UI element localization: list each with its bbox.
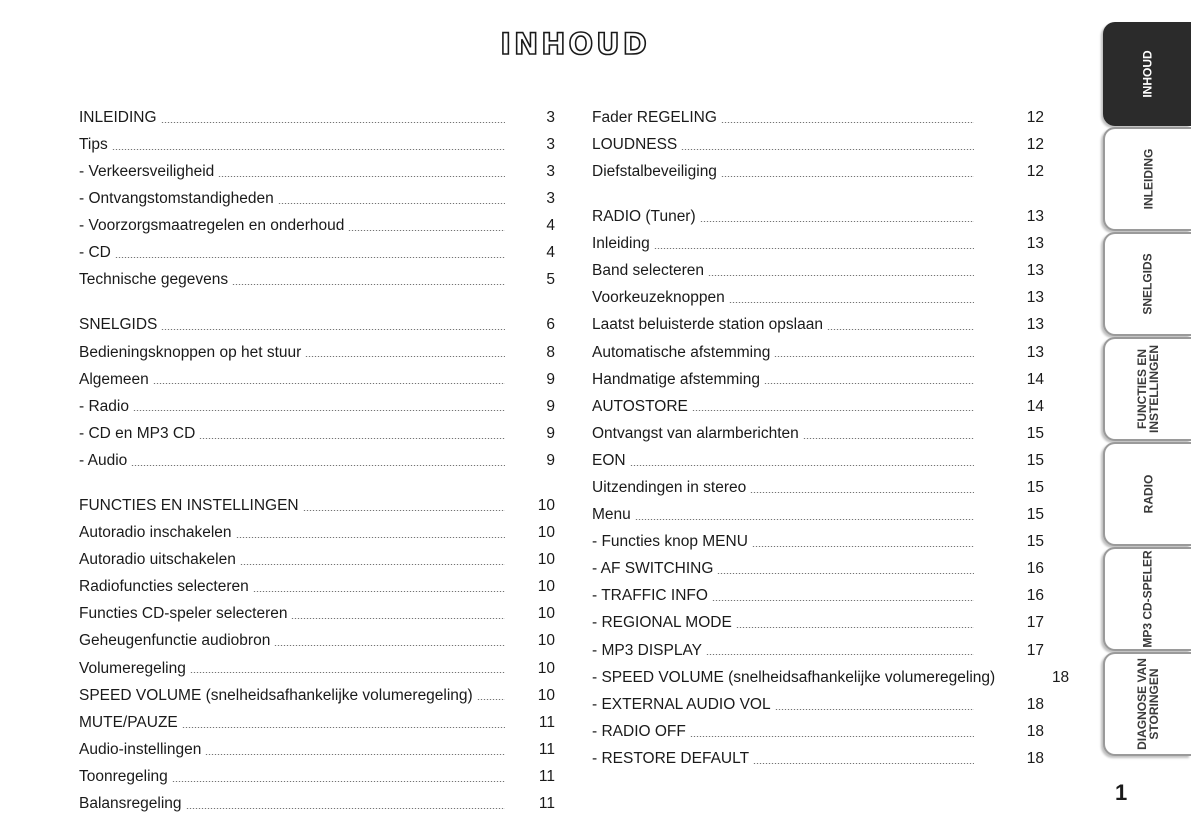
toc-entry-label: Ontvangst van alarmberichten	[592, 424, 799, 442]
toc-leader-dots	[161, 329, 505, 330]
toc-entry-page: 11	[538, 767, 555, 785]
toc-entry-label: - Radio	[79, 397, 129, 415]
toc-entry-label: - AF SWITCHING	[592, 560, 714, 578]
toc-entry[interactable]	[79, 763, 555, 790]
tab-label-line: FUNCTIES EN	[1135, 348, 1150, 430]
toc-leader-dots	[112, 149, 505, 150]
toc-entry[interactable]	[592, 610, 1044, 637]
toc-entry-page: 9	[546, 397, 555, 415]
toc-entry-page: 17	[1026, 641, 1044, 659]
toc-entry[interactable]	[592, 230, 1044, 257]
toc-entry[interactable]	[79, 682, 555, 709]
toc-leader-dots	[775, 709, 974, 710]
toc-spacer	[79, 474, 555, 492]
toc-entry[interactable]	[79, 601, 555, 628]
toc-entry-label: Radiofuncties selecteren	[79, 578, 249, 596]
toc-entry-label: FUNCTIES EN INSTELLINGEN	[79, 497, 299, 515]
toc-entry-page: 11	[538, 740, 555, 758]
toc-entry[interactable]	[592, 528, 1044, 555]
toc-entry-page: 12	[1026, 108, 1044, 126]
toc-entry-label: Audio-instellingen	[79, 740, 202, 758]
toc-entry-page: 10	[537, 497, 555, 515]
toc-leader-dots	[348, 230, 505, 231]
toc-entry-page: 15	[1026, 533, 1044, 551]
toc-entry-label: Autoradio inschakelen	[79, 524, 232, 542]
toc-entry[interactable]	[592, 158, 1044, 185]
page-title: INHOUD	[500, 27, 650, 61]
toc-leader-dots	[240, 564, 505, 565]
toc-entry-label: Autoradio uitschakelen	[79, 551, 236, 569]
tab-diagnose-van-storingen[interactable]	[1103, 652, 1191, 756]
toc-leader-dots	[190, 672, 505, 673]
toc-entry-label: INLEIDING	[79, 108, 157, 126]
toc-entry-label: Algemeen	[79, 370, 149, 388]
toc-entry-page: 3	[546, 135, 555, 153]
toc-spacer	[592, 185, 1044, 203]
toc-entry-page: 13	[1026, 289, 1044, 307]
toc-leader-dots	[690, 736, 974, 737]
toc-entry[interactable]	[79, 366, 555, 393]
toc-entry[interactable]	[79, 655, 555, 682]
toc-entry-label: Fader REGELING	[592, 108, 717, 126]
toc-entry-page: 11	[538, 713, 555, 731]
toc-leader-dots	[752, 546, 974, 547]
toc-leader-dots	[712, 600, 974, 601]
toc-entry-label: - Functies knop MENU	[592, 533, 748, 551]
toc-leader-dots	[305, 356, 505, 357]
toc-entry[interactable]	[592, 393, 1044, 420]
toc-entry[interactable]	[592, 745, 1044, 772]
toc-leader-dots	[692, 410, 974, 411]
toc-leader-dots	[706, 654, 974, 655]
toc-entry[interactable]	[79, 447, 555, 474]
toc-leader-dots	[700, 221, 974, 222]
toc-spacer	[79, 294, 555, 312]
toc-leader-dots	[803, 438, 974, 439]
toc-entry[interactable]	[592, 203, 1044, 230]
toc-leader-dots	[654, 248, 974, 249]
toc-entry-page: 14	[1026, 370, 1044, 388]
toc-entry[interactable]	[79, 158, 555, 185]
toc-entry-label: - MP3 DISPLAY	[592, 641, 702, 659]
toc-entry-page: 12	[1026, 135, 1044, 153]
toc-leader-dots	[205, 754, 505, 755]
toc-entry-label: Diefstalbeveiliging	[592, 162, 717, 180]
toc-entry[interactable]	[592, 447, 1044, 474]
toc-entry[interactable]	[79, 185, 555, 212]
tab-radio[interactable]	[1103, 442, 1191, 546]
toc-entry-page: 9	[546, 424, 555, 442]
tab-label	[1142, 149, 1154, 210]
tab-label	[1136, 658, 1160, 750]
toc-leader-dots	[303, 510, 505, 511]
toc-entry-label: Handmatige afstemming	[592, 370, 760, 388]
toc-entry[interactable]	[592, 420, 1044, 447]
toc-entry[interactable]	[79, 709, 555, 736]
toc-leader-dots	[708, 275, 974, 276]
toc-leader-dots	[218, 176, 505, 177]
toc-leader-dots	[764, 383, 974, 384]
toc-leader-dots	[199, 438, 505, 439]
toc-entry-label: MUTE/PAUZE	[79, 713, 178, 731]
toc-entry-page: 5	[546, 271, 555, 289]
toc-entry-page: 13	[1026, 343, 1044, 361]
tab-label-line: SNELGIDS	[1141, 253, 1155, 315]
toc-leader-dots	[774, 356, 974, 357]
toc-entry-label: Technische gegevens	[79, 271, 229, 289]
tab-label	[1136, 345, 1160, 433]
toc-entry-page: 10	[537, 524, 555, 542]
toc-entry[interactable]	[592, 366, 1044, 393]
toc-entry[interactable]	[592, 257, 1044, 284]
toc-entry[interactable]	[79, 790, 555, 817]
toc-entry-page: 8	[546, 343, 555, 361]
tab-label-line: STORINGEN	[1147, 668, 1162, 740]
toc-entry[interactable]	[592, 718, 1044, 745]
toc-entry[interactable]	[79, 339, 555, 366]
toc-leader-dots	[681, 149, 974, 150]
toc-entry[interactable]	[592, 583, 1044, 610]
toc-entry-label: - Voorzorgsmaatregelen en onderhoud	[79, 217, 345, 235]
tab-label	[1142, 475, 1154, 514]
toc-entry-label: Functies CD-speler selecteren	[79, 605, 288, 623]
toc-leader-dots	[274, 645, 505, 646]
toc-entry-page: 13	[1026, 235, 1044, 253]
tab-label-line: RADIO	[1140, 474, 1155, 514]
toc-entry-label: Volumeregeling	[79, 659, 186, 677]
toc-entry[interactable]	[79, 312, 555, 339]
toc-leader-dots	[232, 284, 505, 285]
toc-leader-dots	[291, 618, 505, 619]
toc-leader-dots	[717, 573, 974, 574]
section-tabs	[1103, 22, 1191, 757]
toc-leader-dots	[182, 727, 505, 728]
toc-entry-label: Toonregeling	[79, 767, 168, 785]
toc-leader-dots	[630, 465, 974, 466]
toc-entry-page: 18	[1026, 695, 1044, 713]
toc-leader-dots	[477, 699, 505, 700]
toc-entry[interactable]	[592, 691, 1044, 718]
toc-entry-label: Band selecteren	[592, 262, 705, 280]
toc-entry-page: 15	[1026, 424, 1044, 442]
toc-leader-dots	[750, 492, 974, 493]
toc-leader-dots	[186, 808, 505, 809]
toc-entry[interactable]	[592, 664, 1070, 691]
toc-entry[interactable]	[592, 501, 1044, 528]
toc-leader-dots	[153, 383, 505, 384]
toc-entry[interactable]	[79, 574, 555, 601]
toc-entry-page: 12	[1026, 162, 1044, 180]
toc-entry-label: - RESTORE DEFAULT	[592, 749, 750, 767]
tab-inhoud[interactable]	[1103, 22, 1191, 126]
toc-leader-dots	[278, 203, 505, 204]
tab-label	[1142, 253, 1154, 314]
toc-entry-label: LOUDNESS	[592, 135, 678, 153]
toc-entry-label: Balansregeling	[79, 795, 182, 813]
toc-entry-label: Geheugenfunctie audiobron	[79, 632, 271, 650]
toc-leader-dots	[635, 519, 974, 520]
toc-entry-label: - TRAFFIC INFO	[592, 587, 708, 605]
tab-label-line: DIAGNOSE VAN	[1135, 658, 1150, 750]
toc-entry-label: Voorkeuzeknoppen	[592, 289, 725, 307]
toc-entry[interactable]	[592, 104, 1044, 131]
toc-entry[interactable]	[592, 285, 1044, 312]
tab-label-line: INHOUD	[1141, 50, 1155, 98]
toc-entry-label: Laatst beluisterde station opslaan	[592, 316, 823, 334]
toc-entry-page: 10	[537, 605, 555, 623]
tab-label-line: MP3 CD-SPELER	[1141, 550, 1156, 648]
toc-entry-page: 15	[1026, 506, 1044, 524]
toc-leader-dots	[161, 122, 505, 123]
toc-left-column	[79, 104, 555, 817]
toc-entry-page: 10	[537, 686, 555, 704]
tab-snelgids[interactable]	[1103, 232, 1191, 336]
toc-entry-label: Inleiding	[592, 235, 650, 253]
tab-label-line: INLEIDING	[1140, 148, 1155, 210]
toc-entry-label: SNELGIDS	[79, 316, 158, 334]
toc-entry-page: 3	[546, 190, 555, 208]
toc-entry[interactable]	[79, 104, 555, 131]
toc-leader-dots	[736, 627, 974, 628]
toc-entry-page: 9	[546, 370, 555, 388]
toc-entry[interactable]	[79, 492, 555, 519]
toc-entry[interactable]	[79, 239, 555, 266]
toc-leader-dots	[753, 763, 974, 764]
toc-leader-dots	[721, 176, 974, 177]
toc-entry-page: 9	[546, 451, 555, 469]
toc-entry-page: 16	[1026, 587, 1044, 605]
toc-leader-dots	[721, 122, 974, 123]
toc-entry-label: - SPEED VOLUME (snelheidsafhankelijke volumeregeling)	[592, 668, 996, 686]
toc-leader-dots	[236, 537, 505, 538]
toc-entry[interactable]	[79, 736, 555, 763]
toc-entry-label: AUTOSTORE	[592, 397, 688, 415]
toc-entry-label: - REGIONAL MODE	[592, 614, 732, 632]
toc-leader-dots	[133, 410, 505, 411]
toc-entry-label: - Verkeersveiligheid	[79, 162, 215, 180]
toc-entry-label: - CD en MP3 CD	[79, 424, 196, 442]
toc-entry-label: Bedieningsknoppen op het stuur	[79, 343, 302, 361]
tab-mp3-cd-speler[interactable]	[1103, 547, 1191, 651]
toc-entry-label: Tips	[79, 135, 108, 153]
toc-entry-page: 11	[538, 795, 555, 813]
toc-entry-page: 18	[1051, 668, 1070, 686]
tab-label-line: INSTELLINGEN	[1147, 344, 1162, 434]
toc-entry-page: 13	[1026, 316, 1044, 334]
toc-entry[interactable]	[79, 267, 555, 294]
toc-leader-dots	[115, 257, 505, 258]
toc-leader-dots	[827, 329, 974, 330]
toc-entry[interactable]	[592, 556, 1044, 583]
toc-entry[interactable]	[79, 131, 555, 158]
toc-entry[interactable]	[79, 420, 555, 447]
toc-leader-dots	[131, 465, 505, 466]
page-number: 1	[1115, 780, 1128, 805]
toc-entry-label: - RADIO OFF	[592, 722, 686, 740]
toc-entry-page: 18	[1026, 749, 1044, 767]
tab-functies-en-instellingen[interactable]	[1103, 337, 1191, 441]
toc-leader-dots	[253, 591, 505, 592]
toc-entry-label: RADIO (Tuner)	[592, 208, 696, 226]
toc-entry-label: Automatische afstemming	[592, 343, 771, 361]
toc-entry[interactable]	[592, 474, 1044, 501]
toc-leader-dots	[729, 302, 974, 303]
toc-entry[interactable]	[592, 339, 1044, 366]
toc-entry-page: 15	[1026, 479, 1044, 497]
toc-entry-page: 13	[1026, 208, 1044, 226]
toc-entry-page: 13	[1026, 262, 1044, 280]
toc-entry[interactable]	[79, 546, 555, 573]
toc-entry-page: 18	[1026, 722, 1044, 740]
toc-entry[interactable]	[79, 212, 555, 239]
toc-entry-page: 17	[1026, 614, 1044, 632]
toc-entry-page: 14	[1026, 397, 1044, 415]
toc-entry-page: 10	[537, 551, 555, 569]
toc-entry-page: 10	[537, 578, 555, 596]
toc-entry-page: 16	[1026, 560, 1044, 578]
toc-entry-page: 10	[537, 632, 555, 650]
toc-entry-page: 4	[546, 244, 555, 262]
toc-entry-label: EON	[592, 451, 626, 469]
toc-entry-label: SPEED VOLUME (snelheidsafhankelijke volumeregeling)	[79, 686, 473, 704]
toc-entry[interactable]	[592, 637, 1044, 664]
toc-entry-label: Uitzendingen in stereo	[592, 479, 747, 497]
toc-entry-label: - CD	[79, 244, 111, 262]
toc-entry-page: 15	[1026, 451, 1044, 469]
toc-entry-page: 3	[546, 108, 555, 126]
toc-entry-page: 4	[546, 217, 555, 235]
toc-entry[interactable]	[592, 131, 1044, 158]
tab-inleiding[interactable]	[1103, 127, 1191, 231]
toc-entry[interactable]	[592, 312, 1044, 339]
toc-entry-label: - Ontvangstomstandigheden	[79, 190, 274, 208]
toc-entry-page: 10	[537, 659, 555, 677]
toc-entry-page: 3	[546, 162, 555, 180]
toc-leader-dots	[172, 781, 505, 782]
toc-entry-page: 6	[546, 316, 555, 334]
toc-entry[interactable]	[79, 519, 555, 546]
toc-entry-label: Menu	[592, 506, 631, 524]
toc-right-column	[592, 104, 1070, 772]
tab-label	[1142, 550, 1154, 647]
toc-entry[interactable]	[79, 628, 555, 655]
toc-entry-label: - Audio	[79, 451, 128, 469]
tab-label	[1142, 50, 1154, 97]
toc-entry-label: - EXTERNAL AUDIO VOL	[592, 695, 771, 713]
toc-entry[interactable]	[79, 393, 555, 420]
